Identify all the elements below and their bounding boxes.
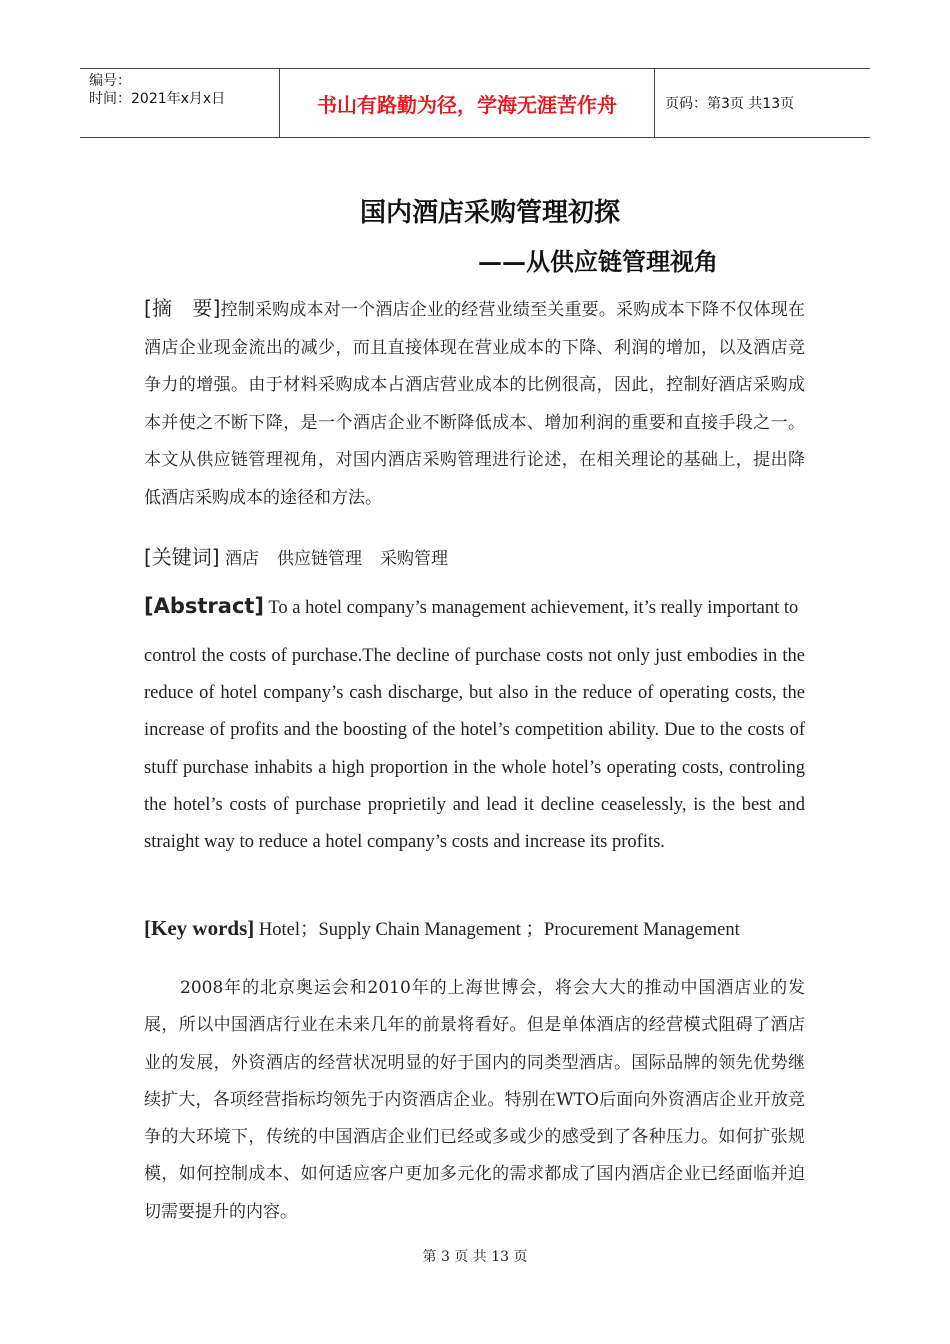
abstract-cn (144, 290, 805, 518)
abstract-cn-text: 控制采购成本对一个酒店企业的经营业绩至关重要。采购成本下降不仅体现在酒店企业现金流出的减少，而且直接体现在营业成本的下降、利润的增加，以及酒店竞争力的增强。由于材料采购成本占酒店营业成本的比例很高，因此，控制好酒店采购成本并使之不断下降，是一个酒店企业不断降低成本、增加利润的重要和直接手段之一。本文从供应链管理视角，对国内酒店采购管理进行论述，在相关理论的基础上，提出降低酒店采购成本的途径和方法。 (144, 300, 806, 508)
keyword-item: 采购管理 (380, 549, 449, 569)
header-page-info: 页码：第3页 共13页 (665, 96, 795, 112)
keyword-item: 酒店 (225, 549, 260, 569)
abstract-en-first-line (144, 588, 805, 626)
keyword-item: 供应链管理 (277, 549, 363, 569)
page-header (80, 68, 870, 138)
keywords-en-text: Hotel；Supply Chain Management ；Procurement Management (258, 920, 740, 940)
abstract-en-label: [Abstract] (144, 594, 265, 618)
page-footer: 第 3 页 共 13 页 (422, 1249, 528, 1265)
document-title: 国内酒店采购管理初探 (359, 198, 620, 228)
keywords-en-label: [Key words] (144, 916, 255, 940)
document-subtitle: ——从供应链管理视角 (478, 247, 718, 276)
abstract-en-first-text: To a hotel company’s management achievement, it’s really important to (268, 598, 799, 618)
abstract-cn-label: [摘 要] (144, 296, 221, 320)
abstract-en (144, 588, 805, 861)
header-time: 时间：2021年x月x日 (89, 91, 226, 107)
abstract-en-text: control the costs of purchase.The decline of purchase costs not only just embodies in the reduce of hotel company’s cash discharge, but also in the reduce of operating costs, the increase of profits and the boosting of the hotel’s competition ability. Due to the costs of stuff purchase inhabits a high proportion in the whole hotel’s operating costs, controling the hotel’s costs of purchase proprietily and lead it decline ceaselessly, is the best and straight way to reduce a hotel company’s costs and increase its profits. (144, 646, 805, 853)
header-number: 编号： (89, 73, 131, 89)
keywords-cn-label: [关键词] (144, 545, 220, 569)
keywords-cn (144, 539, 805, 577)
keywords-en (144, 910, 805, 948)
header-meta (80, 69, 280, 137)
intro-paragraph: 2008年的北京奥运会和2010年的上海世博会，将会大大的推动中国酒店业的发展，所以中国酒店行业在未来几年的前景将看好。但是单体酒店的经营模式阻碍了酒店业的发展，外资酒店的经营状况明显的好于国内的同类型酒店。国际品牌的领先优势继续扩大，各项经营指标均领先于内资酒店企业。特别在WTO后面向外资酒店企业开放竞争的大环境下，传统的中国酒店企业们已经或多或少的感受到了各种压力。如何扩张规模，如何控制成本、如何适应客户更加多元化的需求都成了国内酒店企业已经面临并迫切需要提升的内容。 (144, 978, 805, 1222)
header-motto: 书山有路勤为径，学海无涯苦作舟 (280, 69, 655, 137)
